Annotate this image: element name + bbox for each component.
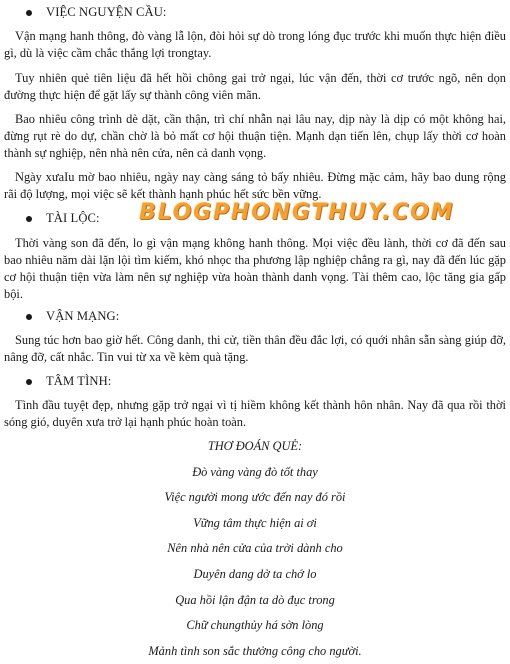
poem-line: Chữ chungthủy há sờn lòng: [186, 618, 324, 633]
bullet-icon: [26, 314, 32, 320]
watermark-logo: BLOGPHONGTHUY.COM: [139, 200, 455, 225]
paragraph: Vận mạng hanh thông, đò vàng lẫ lộn, đòi hỏi sự dò trong lóng đục trước khi muốn thực hiện điều gì, dù là việc cầm chắc thắng lợi trongtay.: [4, 29, 506, 60]
heading-text: VẬN MẠNG:: [46, 309, 120, 323]
paragraph: Tuy nhiên quẻ tiên liệu đã hết hồi chông gai trở ngại, lúc vận đến, thời cơ trước ngõ, nên dọn đường thực hiện để gặt lấy sự thành công viên mãn.: [4, 71, 506, 102]
poem-block: [0, 434, 510, 664]
heading-text: TÀI LỘC:: [46, 211, 100, 225]
poem-line: Đò vàng vàng đò tốt thay: [192, 464, 318, 479]
bullet-icon: [26, 10, 32, 16]
paragraph: Ngày xưaIu mờ bao nhiêu, ngày nay càng sáng tỏ bấy nhiêu. Đừng mặc cảm, hãy bao dung rộng rãi độ lượng, mọi việc sẽ kết thành hạnh phúc hết sức bền vững.: [4, 170, 506, 201]
poem-line: Vững tâm thực hiện ai ơi: [193, 515, 317, 530]
section-heading-van-mang: [26, 308, 119, 325]
paragraph: Sung túc hơn bao giờ hết. Công danh, thi cử, tiền thân đều đắc lợi, có quới nhân sẵn sàng giúp đỡ, nâng đỡ, cất nhắc. Tin vui từ xa về kèm quà tặng.: [4, 333, 506, 364]
bullet-icon: [26, 379, 32, 385]
heading-text: VIỆC NGUYỆN CẦU:: [46, 5, 167, 19]
section-heading-tam-tinh: [26, 373, 111, 390]
poem-line: Qua hồi lận đận ta dò đục trong: [175, 592, 335, 607]
section-heading-nguyen-cau: [26, 4, 167, 21]
paragraph: Thời vàng son đã đến, lo gì vận mạng không hanh thông. Mọi việc đều lành, thời cơ đã đến sau bao nhiêu năm dài lặn lội tìm kiếm, khó nhọc tha phương lập nghiệp chẳng ra gì, nay đã đến lúc gặp cơ hội thuận tiện vừa làm nên sự nghiệp vừa hoàn thành danh vọng. Tài thêm cao, lộc tăng gia gấp bội.: [4, 236, 506, 301]
poem-line: Duyên dang dở ta chớ lo: [193, 566, 317, 581]
paragraph: Tình đầu tuyệt đẹp, nhưng gặp trở ngại vì tị hiềm không kết thành hôn nhân. Nay đã qua rồi thời sóng gió, duyên xưa trở lại hạnh phúc hoàn toàn.: [4, 398, 506, 429]
section-heading-tai-loc: [26, 210, 100, 227]
poem-line: Mảnh tình son sắc thưởng công cho người.: [148, 643, 362, 658]
poem-line: Nên nhà nên cửa của trời dành cho: [167, 541, 343, 556]
paragraph: Bao nhiêu công trình dè dặt, cần thận, trì chí nhẫn nại lâu nay, dịp này là dịp có một không hai, đừng rụt rè do dự, chần chờ là bỏ mất cơ hội thuận tiện. Mạnh dạn tiến lên, chụp lấy thời cơ hoàn thành sự nghiệp, nên nhà nên cửa, nên cả danh vọng.: [4, 112, 506, 160]
bullet-icon: [26, 216, 32, 222]
poem-line: Việc người mong ước đến nay đó rồi: [164, 490, 346, 505]
heading-text: TÂM TÌNH:: [46, 374, 112, 388]
poem-title: THƠ ĐOÁN QUẺ:: [207, 439, 303, 453]
